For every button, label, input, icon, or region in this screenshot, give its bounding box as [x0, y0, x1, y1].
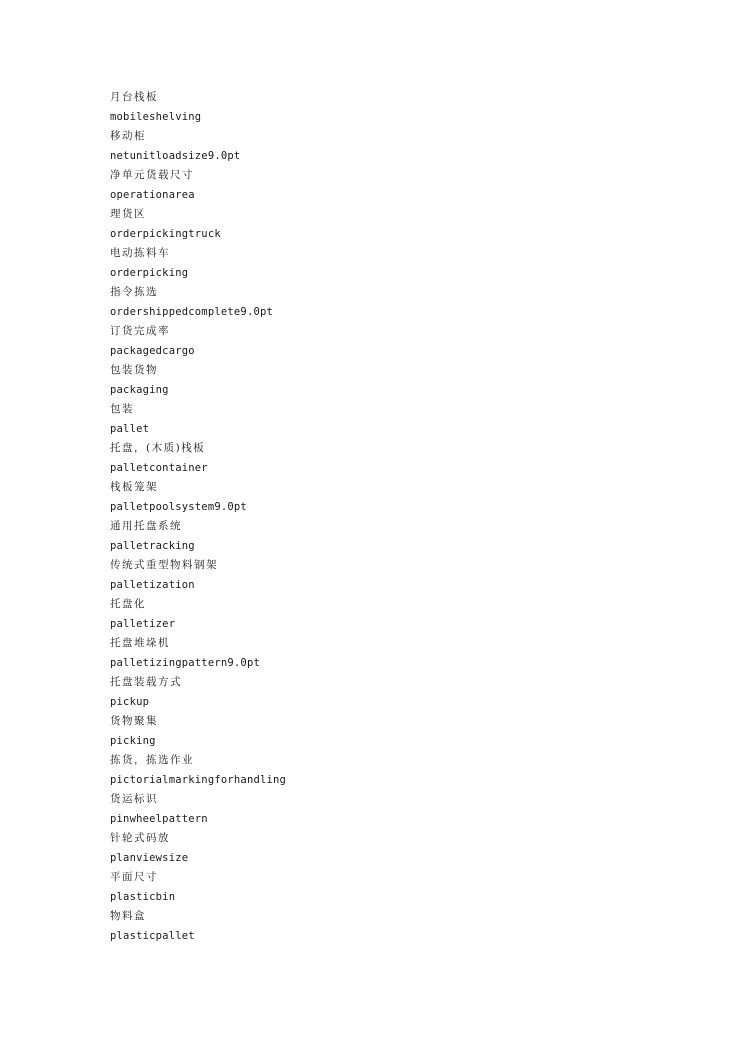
glossary-term-english: palletizingpattern9.0pt [110, 656, 260, 669]
glossary-term-chinese: 电动拣料车 [110, 247, 170, 259]
glossary-term-chinese: 平面尺寸 [110, 871, 158, 883]
glossary-list [110, 88, 286, 946]
glossary-term-english: orderpickingtruck [110, 227, 221, 240]
glossary-term-english: palletpoolsystem9.0pt [110, 500, 247, 513]
glossary-term-english: pinwheelpattern [110, 812, 208, 825]
glossary-term-chinese: 针轮式码放 [110, 832, 170, 844]
glossary-term-english: packaging [110, 383, 169, 396]
glossary-term-chinese: 净单元货载尺寸 [110, 169, 194, 181]
glossary-term-english: packagedcargo [110, 344, 195, 357]
glossary-term-english: palletcontainer [110, 461, 208, 474]
glossary-term-chinese: 托盘，(木质)栈板 [110, 442, 206, 454]
glossary-term-english: palletization [110, 578, 195, 591]
glossary-term-chinese: 指令拣选 [110, 286, 158, 298]
glossary-term-chinese: 移动柜 [110, 130, 146, 142]
glossary-term-chinese: 拣货，拣选作业 [110, 754, 194, 766]
glossary-term-chinese: 托盘堆垛机 [110, 637, 170, 649]
glossary-term-chinese: 物料盒 [110, 910, 146, 922]
glossary-term-chinese: 月台栈板 [110, 91, 158, 103]
glossary-term-chinese: 货物聚集 [110, 715, 158, 727]
glossary-term-english: plasticpallet [110, 929, 195, 942]
glossary-term-english: mobileshelving [110, 110, 202, 123]
glossary-term-english: netunitloadsize9.0pt [110, 149, 241, 162]
glossary-term-english: palletizer [110, 617, 176, 630]
glossary-term-english: plasticbin [110, 890, 176, 903]
glossary-term-chinese: 托盘装载方式 [110, 676, 182, 688]
glossary-term-chinese: 订货完成率 [110, 325, 170, 337]
glossary-term-chinese: 托盘化 [110, 598, 146, 610]
glossary-term-english: pallet [110, 422, 150, 435]
glossary-term-english: picking [110, 734, 156, 747]
glossary-term-chinese: 包装 [110, 403, 134, 415]
glossary-term-english: palletracking [110, 539, 195, 552]
glossary-term-chinese: 包装货物 [110, 364, 158, 376]
glossary-term-english: orderpicking [110, 266, 189, 279]
glossary-term-chinese: 通用托盘系统 [110, 520, 182, 532]
glossary-term-chinese: 栈板笼架 [110, 481, 158, 493]
glossary-term-chinese: 理货区 [110, 208, 146, 220]
glossary-term-chinese: 货运标识 [110, 793, 158, 805]
glossary-term-chinese: 传统式重型物料钢架 [110, 559, 218, 571]
glossary-term-english: pictorialmarkingforhandling [110, 773, 287, 786]
glossary-term-english: pickup [110, 695, 150, 708]
glossary-term-english: operationarea [110, 188, 195, 201]
glossary-term-english: planviewsize [110, 851, 189, 864]
glossary-term-english: ordershippedcomplete9.0pt [110, 305, 274, 318]
